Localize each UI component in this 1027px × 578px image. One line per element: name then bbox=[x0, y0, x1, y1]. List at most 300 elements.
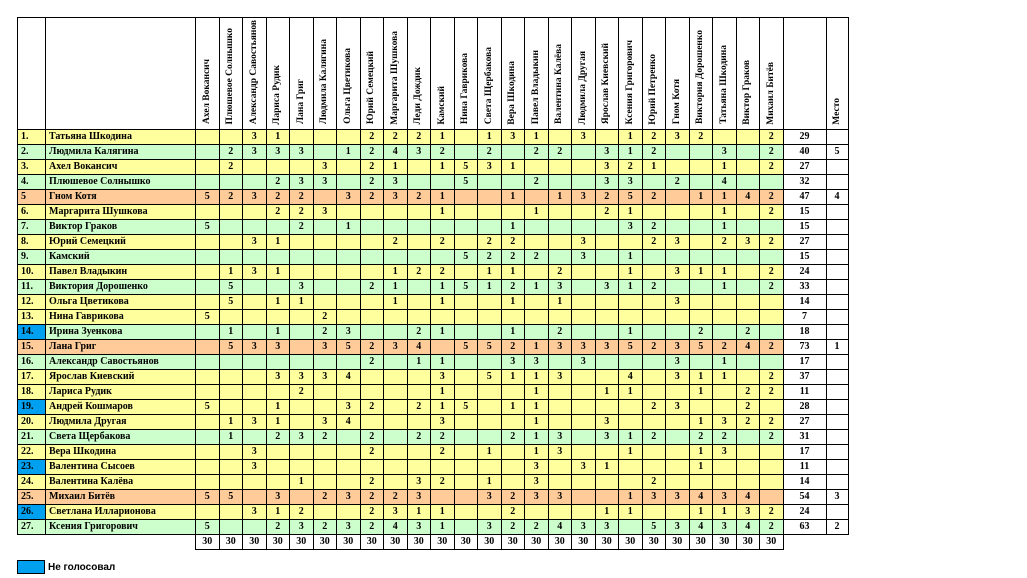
vote-cell bbox=[666, 415, 690, 430]
vote-cell: 3 bbox=[290, 145, 314, 160]
vote-cell bbox=[525, 235, 549, 250]
vote-cell: 5 bbox=[196, 310, 220, 325]
vote-cell bbox=[548, 310, 572, 325]
table-row bbox=[18, 190, 849, 205]
participant-name: Ксения Григорович bbox=[46, 520, 196, 535]
vote-cell: 1 bbox=[266, 415, 290, 430]
vote-cell: 5 bbox=[454, 250, 478, 265]
column-total: 30 bbox=[666, 535, 690, 550]
vote-cell: 2 bbox=[642, 130, 666, 145]
participant-name: Юрий Семецкий bbox=[46, 235, 196, 250]
vote-cell: 3 bbox=[548, 340, 572, 355]
vote-cell: 1 bbox=[266, 325, 290, 340]
vote-cell: 2 bbox=[642, 190, 666, 205]
vote-cell: 2 bbox=[313, 325, 337, 340]
vote-cell: 3 bbox=[595, 415, 619, 430]
place-cell bbox=[826, 310, 848, 325]
table-row bbox=[18, 295, 849, 310]
vote-cell bbox=[478, 205, 502, 220]
vote-cell: 3 bbox=[666, 490, 690, 505]
vote-cell bbox=[642, 205, 666, 220]
vote-cell bbox=[572, 490, 596, 505]
vote-cell bbox=[243, 400, 267, 415]
vote-cell: 1 bbox=[407, 505, 431, 520]
place-cell bbox=[826, 175, 848, 190]
vote-cell bbox=[266, 220, 290, 235]
vote-cell bbox=[243, 520, 267, 535]
total-cell: 47 bbox=[783, 190, 826, 205]
table-row bbox=[18, 325, 849, 340]
participant-name: Валентина Сысоев bbox=[46, 460, 196, 475]
participant-name: Андрей Кошмаров bbox=[46, 400, 196, 415]
vote-cell bbox=[219, 505, 243, 520]
place-cell bbox=[826, 430, 848, 445]
participant-name: Гном Котя bbox=[46, 190, 196, 205]
vote-cell: 3 bbox=[713, 520, 737, 535]
vote-cell bbox=[736, 220, 760, 235]
vote-cell: 3 bbox=[572, 355, 596, 370]
vote-cell: 1 bbox=[501, 220, 525, 235]
vote-cell bbox=[525, 295, 549, 310]
vote-cell bbox=[290, 415, 314, 430]
column-total: 30 bbox=[619, 535, 643, 550]
vote-cell bbox=[689, 295, 713, 310]
total-cell: 14 bbox=[783, 295, 826, 310]
column-header bbox=[642, 18, 666, 130]
vote-cell bbox=[572, 505, 596, 520]
vote-cell: 1 bbox=[713, 160, 737, 175]
vote-cell bbox=[243, 175, 267, 190]
vote-cell: 2 bbox=[219, 145, 243, 160]
column-total: 30 bbox=[407, 535, 431, 550]
vote-cell bbox=[454, 415, 478, 430]
results-table-wrapper bbox=[17, 17, 849, 550]
vote-cell: 3 bbox=[666, 340, 690, 355]
vote-cell bbox=[642, 505, 666, 520]
vote-cell: 3 bbox=[337, 400, 361, 415]
total-cell: 7 bbox=[783, 310, 826, 325]
vote-cell: 1 bbox=[478, 445, 502, 460]
vote-cell bbox=[713, 400, 737, 415]
vote-cell bbox=[548, 235, 572, 250]
vote-cell: 3 bbox=[572, 235, 596, 250]
total-cell: 17 bbox=[783, 445, 826, 460]
participant-name: Плюшевое Солнышко bbox=[46, 175, 196, 190]
place-cell bbox=[826, 325, 848, 340]
column-header bbox=[454, 18, 478, 130]
vote-cell: 5 bbox=[337, 340, 361, 355]
vote-cell: 1 bbox=[337, 145, 361, 160]
vote-cell: 1 bbox=[619, 250, 643, 265]
vote-cell bbox=[689, 205, 713, 220]
vote-cell: 3 bbox=[619, 220, 643, 235]
vote-cell bbox=[313, 475, 337, 490]
vote-cell bbox=[619, 235, 643, 250]
column-header-label: Леди Дождик bbox=[413, 66, 424, 125]
vote-cell bbox=[337, 430, 361, 445]
vote-cell: 1 bbox=[501, 325, 525, 340]
vote-cell: 1 bbox=[713, 190, 737, 205]
vote-cell: 2 bbox=[360, 145, 384, 160]
vote-cell bbox=[360, 250, 384, 265]
vote-cell bbox=[619, 310, 643, 325]
vote-cell: 2 bbox=[501, 430, 525, 445]
participant-name: Лана Григ bbox=[46, 340, 196, 355]
vote-cell bbox=[736, 265, 760, 280]
vote-cell: 2 bbox=[642, 475, 666, 490]
total-cell: 15 bbox=[783, 250, 826, 265]
vote-cell bbox=[384, 400, 408, 415]
column-header bbox=[313, 18, 337, 130]
row-number: 15. bbox=[18, 340, 46, 355]
vote-cell: 2 bbox=[431, 145, 455, 160]
total-cell: 54 bbox=[783, 490, 826, 505]
vote-cell bbox=[736, 145, 760, 160]
vote-cell bbox=[337, 280, 361, 295]
vote-cell bbox=[736, 250, 760, 265]
vote-cell bbox=[313, 505, 337, 520]
vote-cell bbox=[595, 235, 619, 250]
vote-cell: 1 bbox=[619, 205, 643, 220]
vote-cell bbox=[713, 475, 737, 490]
vote-cell: 3 bbox=[407, 475, 431, 490]
vote-cell bbox=[407, 415, 431, 430]
vote-cell: 1 bbox=[689, 445, 713, 460]
column-header bbox=[760, 18, 784, 130]
vote-cell bbox=[431, 310, 455, 325]
vote-cell bbox=[243, 280, 267, 295]
vote-cell: 4 bbox=[736, 190, 760, 205]
vote-cell: 3 bbox=[666, 265, 690, 280]
vote-cell bbox=[713, 385, 737, 400]
vote-cell: 3 bbox=[290, 520, 314, 535]
vote-cell bbox=[313, 460, 337, 475]
totals-row bbox=[18, 535, 849, 550]
vote-cell: 2 bbox=[736, 325, 760, 340]
total-cell: 27 bbox=[783, 160, 826, 175]
vote-cell: 2 bbox=[266, 175, 290, 190]
vote-cell: 1 bbox=[478, 130, 502, 145]
table-row bbox=[18, 250, 849, 265]
vote-cell bbox=[760, 220, 784, 235]
vote-cell: 2 bbox=[760, 130, 784, 145]
vote-cell: 1 bbox=[384, 265, 408, 280]
vote-cell: 3 bbox=[595, 520, 619, 535]
column-header-label: Татьяна Шкодина bbox=[718, 45, 729, 125]
vote-cell bbox=[572, 175, 596, 190]
vote-cell bbox=[313, 400, 337, 415]
vote-cell bbox=[384, 355, 408, 370]
vote-cell bbox=[501, 460, 525, 475]
vote-cell bbox=[595, 250, 619, 265]
vote-cell: 2 bbox=[266, 430, 290, 445]
table-row bbox=[18, 205, 849, 220]
vote-cell: 1 bbox=[266, 235, 290, 250]
vote-cell: 3 bbox=[243, 190, 267, 205]
vote-cell bbox=[736, 310, 760, 325]
vote-cell bbox=[219, 220, 243, 235]
row-number: 26. bbox=[18, 505, 46, 520]
vote-cell: 2 bbox=[760, 415, 784, 430]
vote-cell: 1 bbox=[384, 295, 408, 310]
vote-cell bbox=[572, 145, 596, 160]
total-cell: 11 bbox=[783, 460, 826, 475]
row-number: 3. bbox=[18, 160, 46, 175]
total-cell: 37 bbox=[783, 370, 826, 385]
vote-cell: 1 bbox=[525, 370, 549, 385]
vote-cell: 3 bbox=[713, 445, 737, 460]
vote-cell bbox=[736, 430, 760, 445]
vote-cell: 1 bbox=[219, 415, 243, 430]
vote-cell: 2 bbox=[736, 385, 760, 400]
vote-cell bbox=[219, 385, 243, 400]
vote-cell bbox=[689, 475, 713, 490]
vote-cell: 4 bbox=[689, 490, 713, 505]
row-number: 4. bbox=[18, 175, 46, 190]
vote-cell: 2 bbox=[642, 430, 666, 445]
total-cell: 24 bbox=[783, 505, 826, 520]
vote-cell bbox=[478, 220, 502, 235]
vote-cell: 3 bbox=[572, 520, 596, 535]
vote-cell: 2 bbox=[760, 430, 784, 445]
participant-name: Маргарита Шушкова bbox=[46, 205, 196, 220]
vote-cell: 4 bbox=[548, 520, 572, 535]
vote-cell bbox=[548, 160, 572, 175]
vote-cell: 2 bbox=[736, 400, 760, 415]
vote-cell bbox=[501, 310, 525, 325]
vote-cell bbox=[290, 400, 314, 415]
vote-cell: 4 bbox=[736, 490, 760, 505]
vote-cell: 2 bbox=[313, 310, 337, 325]
vote-cell bbox=[407, 310, 431, 325]
column-header-label: Людмила Другая bbox=[577, 50, 588, 125]
vote-cell bbox=[407, 280, 431, 295]
vote-cell bbox=[689, 280, 713, 295]
vote-cell: 5 bbox=[478, 370, 502, 385]
table-row bbox=[18, 130, 849, 145]
vote-cell: 3 bbox=[595, 430, 619, 445]
row-number: 23. bbox=[18, 460, 46, 475]
vote-cell bbox=[478, 175, 502, 190]
vote-cell bbox=[595, 220, 619, 235]
vote-cell bbox=[713, 325, 737, 340]
vote-cell: 2 bbox=[360, 340, 384, 355]
column-header bbox=[525, 18, 549, 130]
participant-name: Михаил Битёв bbox=[46, 490, 196, 505]
vote-cell bbox=[478, 355, 502, 370]
vote-cell: 2 bbox=[760, 265, 784, 280]
vote-cell: 1 bbox=[595, 505, 619, 520]
vote-cell bbox=[642, 415, 666, 430]
vote-cell: 2 bbox=[713, 340, 737, 355]
column-total: 30 bbox=[501, 535, 525, 550]
vote-cell: 3 bbox=[313, 415, 337, 430]
vote-cell bbox=[689, 160, 713, 175]
place-cell bbox=[826, 235, 848, 250]
vote-cell: 1 bbox=[619, 385, 643, 400]
vote-cell bbox=[572, 415, 596, 430]
vote-cell: 2 bbox=[407, 265, 431, 280]
vote-cell: 2 bbox=[219, 160, 243, 175]
vote-cell: 1 bbox=[689, 370, 713, 385]
vote-cell: 1 bbox=[713, 355, 737, 370]
place-cell: 3 bbox=[826, 490, 848, 505]
vote-cell bbox=[196, 175, 220, 190]
vote-cell: 3 bbox=[266, 145, 290, 160]
vote-cell: 2 bbox=[760, 520, 784, 535]
table-row bbox=[18, 385, 849, 400]
participant-name: Света Щербакова bbox=[46, 430, 196, 445]
vote-cell bbox=[196, 505, 220, 520]
vote-cell: 1 bbox=[266, 295, 290, 310]
vote-cell bbox=[384, 430, 408, 445]
vote-cell: 5 bbox=[454, 175, 478, 190]
vote-cell: 3 bbox=[337, 520, 361, 535]
vote-cell bbox=[219, 400, 243, 415]
vote-cell bbox=[384, 475, 408, 490]
vote-cell: 1 bbox=[431, 520, 455, 535]
vote-cell bbox=[407, 220, 431, 235]
vote-cell bbox=[313, 130, 337, 145]
vote-cell bbox=[454, 520, 478, 535]
vote-cell: 3 bbox=[337, 190, 361, 205]
table-row bbox=[18, 370, 849, 385]
vote-cell: 3 bbox=[243, 235, 267, 250]
vote-cell bbox=[642, 325, 666, 340]
vote-cell bbox=[666, 505, 690, 520]
column-total: 30 bbox=[454, 535, 478, 550]
vote-cell bbox=[666, 475, 690, 490]
vote-cell bbox=[266, 310, 290, 325]
vote-cell: 3 bbox=[266, 370, 290, 385]
vote-cell bbox=[642, 445, 666, 460]
column-total: 30 bbox=[548, 535, 572, 550]
vote-cell: 1 bbox=[431, 160, 455, 175]
vote-cell bbox=[337, 385, 361, 400]
column-header-label: Ксения Григорович bbox=[624, 39, 635, 125]
vote-cell: 3 bbox=[525, 490, 549, 505]
vote-cell bbox=[736, 130, 760, 145]
vote-cell: 3 bbox=[313, 160, 337, 175]
row-number: 9. bbox=[18, 250, 46, 265]
vote-cell bbox=[219, 445, 243, 460]
vote-cell bbox=[384, 220, 408, 235]
vote-cell: 5 bbox=[219, 280, 243, 295]
vote-cell bbox=[337, 505, 361, 520]
vote-cell: 1 bbox=[525, 205, 549, 220]
vote-cell: 5 bbox=[454, 340, 478, 355]
participant-name: Павел Владыкин bbox=[46, 265, 196, 280]
table-row bbox=[18, 235, 849, 250]
total-cell: 29 bbox=[783, 130, 826, 145]
vote-cell: 1 bbox=[501, 160, 525, 175]
vote-cell bbox=[219, 175, 243, 190]
column-total: 30 bbox=[266, 535, 290, 550]
vote-cell bbox=[595, 130, 619, 145]
vote-cell: 3 bbox=[431, 370, 455, 385]
vote-cell bbox=[407, 295, 431, 310]
vote-cell: 2 bbox=[666, 175, 690, 190]
vote-cell bbox=[666, 160, 690, 175]
vote-cell: 4 bbox=[619, 370, 643, 385]
vote-cell bbox=[313, 445, 337, 460]
column-total: 30 bbox=[384, 535, 408, 550]
vote-cell bbox=[196, 355, 220, 370]
row-number: 11. bbox=[18, 280, 46, 295]
vote-cell: 2 bbox=[384, 130, 408, 145]
vote-cell: 3 bbox=[431, 415, 455, 430]
vote-cell bbox=[290, 160, 314, 175]
column-header bbox=[501, 18, 525, 130]
vote-cell bbox=[666, 190, 690, 205]
table-row bbox=[18, 310, 849, 325]
vote-cell bbox=[360, 460, 384, 475]
vote-cell: 3 bbox=[666, 520, 690, 535]
vote-cell: 1 bbox=[525, 280, 549, 295]
vote-cell bbox=[219, 355, 243, 370]
vote-cell bbox=[290, 490, 314, 505]
column-header bbox=[713, 18, 737, 130]
vote-cell: 2 bbox=[360, 160, 384, 175]
total-cell: 40 bbox=[783, 145, 826, 160]
vote-cell: 2 bbox=[407, 400, 431, 415]
vote-cell bbox=[478, 325, 502, 340]
vote-cell: 2 bbox=[548, 145, 572, 160]
vote-cell bbox=[619, 415, 643, 430]
vote-cell: 5 bbox=[196, 400, 220, 415]
vote-cell bbox=[266, 355, 290, 370]
vote-cell: 2 bbox=[642, 340, 666, 355]
vote-cell: 2 bbox=[501, 340, 525, 355]
vote-cell: 3 bbox=[736, 505, 760, 520]
vote-cell: 3 bbox=[713, 490, 737, 505]
vote-cell bbox=[572, 160, 596, 175]
vote-cell: 1 bbox=[431, 295, 455, 310]
column-header-label: Михаил Битёв bbox=[765, 61, 776, 125]
legend-label: Не голосовал bbox=[48, 561, 116, 573]
vote-cell: 1 bbox=[266, 130, 290, 145]
vote-cell bbox=[266, 280, 290, 295]
vote-cell: 1 bbox=[619, 445, 643, 460]
vote-cell: 3 bbox=[548, 430, 572, 445]
vote-cell bbox=[266, 250, 290, 265]
vote-cell bbox=[243, 325, 267, 340]
column-total: 30 bbox=[337, 535, 361, 550]
participant-name: Ярослав Киевский bbox=[46, 370, 196, 385]
vote-cell bbox=[760, 490, 784, 505]
vote-cell: 1 bbox=[525, 400, 549, 415]
vote-cell: 3 bbox=[713, 415, 737, 430]
table-row bbox=[18, 475, 849, 490]
place-cell: 4 bbox=[826, 190, 848, 205]
vote-cell bbox=[572, 445, 596, 460]
vote-cell: 1 bbox=[595, 385, 619, 400]
place-cell bbox=[826, 355, 848, 370]
column-total: 30 bbox=[243, 535, 267, 550]
vote-cell: 2 bbox=[642, 235, 666, 250]
vote-cell: 2 bbox=[478, 145, 502, 160]
vote-cell bbox=[595, 310, 619, 325]
vote-cell: 5 bbox=[619, 340, 643, 355]
total-cell: 27 bbox=[783, 415, 826, 430]
vote-cell bbox=[525, 220, 549, 235]
vote-cell: 3 bbox=[666, 235, 690, 250]
column-header-label: Нина Гаврикова bbox=[460, 53, 471, 125]
participant-name: Ольга Цветикова bbox=[46, 295, 196, 310]
row-number: 10. bbox=[18, 265, 46, 280]
vote-cell bbox=[219, 235, 243, 250]
vote-cell: 3 bbox=[619, 175, 643, 190]
